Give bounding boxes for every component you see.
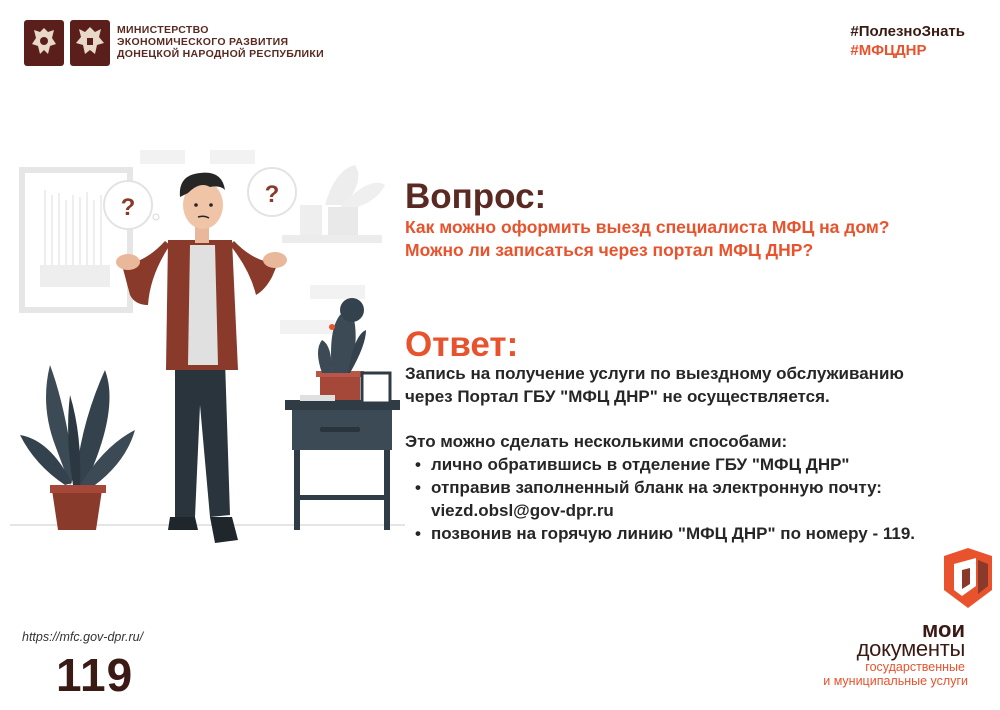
russia-emblem-icon bbox=[24, 20, 64, 66]
hashtag-mfc[interactable]: #МФЦДНР bbox=[850, 42, 927, 59]
bubble-question-mark: ? bbox=[264, 181, 280, 208]
moi-dokumenty-logo-icon bbox=[940, 546, 996, 612]
way-email: отправив заполненный бланк на электронную почту: bbox=[431, 478, 882, 497]
brand-dokumenty: документы bbox=[856, 636, 965, 661]
ministry-line: ДОНЕЦКОЙ НАРОДНОЙ РЕСПУБЛИКИ bbox=[117, 48, 324, 60]
hashtag-useful[interactable]: #ПолезноЗнать bbox=[850, 23, 965, 40]
list-item bbox=[415, 453, 915, 476]
brand-tagline-2: и муниципальные услуги bbox=[823, 674, 968, 688]
site-link[interactable]: https://mfc.gov-dpr.ru/ bbox=[22, 630, 144, 644]
ministry-line: ЭКОНОМИЧЕСКОГО РАЗВИТИЯ bbox=[117, 36, 289, 48]
answer-line: Запись на получение услуги по выездному обслуживанию bbox=[405, 364, 904, 383]
list-item bbox=[415, 476, 915, 522]
email-link[interactable]: viezd.obsl@gov-dpr.ru bbox=[431, 501, 614, 520]
hashtags bbox=[850, 22, 965, 60]
ways-section bbox=[405, 430, 915, 545]
hotline-number: 119 bbox=[56, 649, 134, 701]
question-line: Можно ли записаться через портал МФЦ ДНР? bbox=[405, 240, 814, 260]
way-hotline: позвонив на горячую линию "МФЦ ДНР" по номеру - 119. bbox=[431, 524, 916, 543]
ministry-name bbox=[117, 24, 324, 60]
question-text bbox=[405, 216, 889, 262]
answer-text bbox=[405, 362, 904, 408]
bubble-question-mark: ? bbox=[120, 194, 136, 221]
person-illustration bbox=[10, 145, 405, 560]
answer-line: через Портал ГБУ "МФЦ ДНР" не осуществляется. bbox=[405, 387, 830, 406]
brand-tagline-1: государственные bbox=[865, 660, 965, 674]
list-item bbox=[415, 522, 915, 545]
answer-heading: Ответ: bbox=[405, 325, 519, 364]
ways-intro: Это можно сделать несколькими способами: bbox=[405, 432, 788, 451]
ways-list bbox=[405, 453, 915, 545]
way-in-person: лично обратившись в отделение ГБУ "МФЦ ДНР" bbox=[431, 455, 850, 474]
question-heading: Вопрос: bbox=[405, 177, 547, 216]
ministry-line: МИНИСТЕРСТВО bbox=[117, 24, 209, 36]
brand-moi: мои bbox=[922, 617, 965, 642]
question-line: Как можно оформить выезд специалиста МФЦ на дом? bbox=[405, 217, 890, 237]
dpr-emblem-icon bbox=[70, 20, 110, 66]
